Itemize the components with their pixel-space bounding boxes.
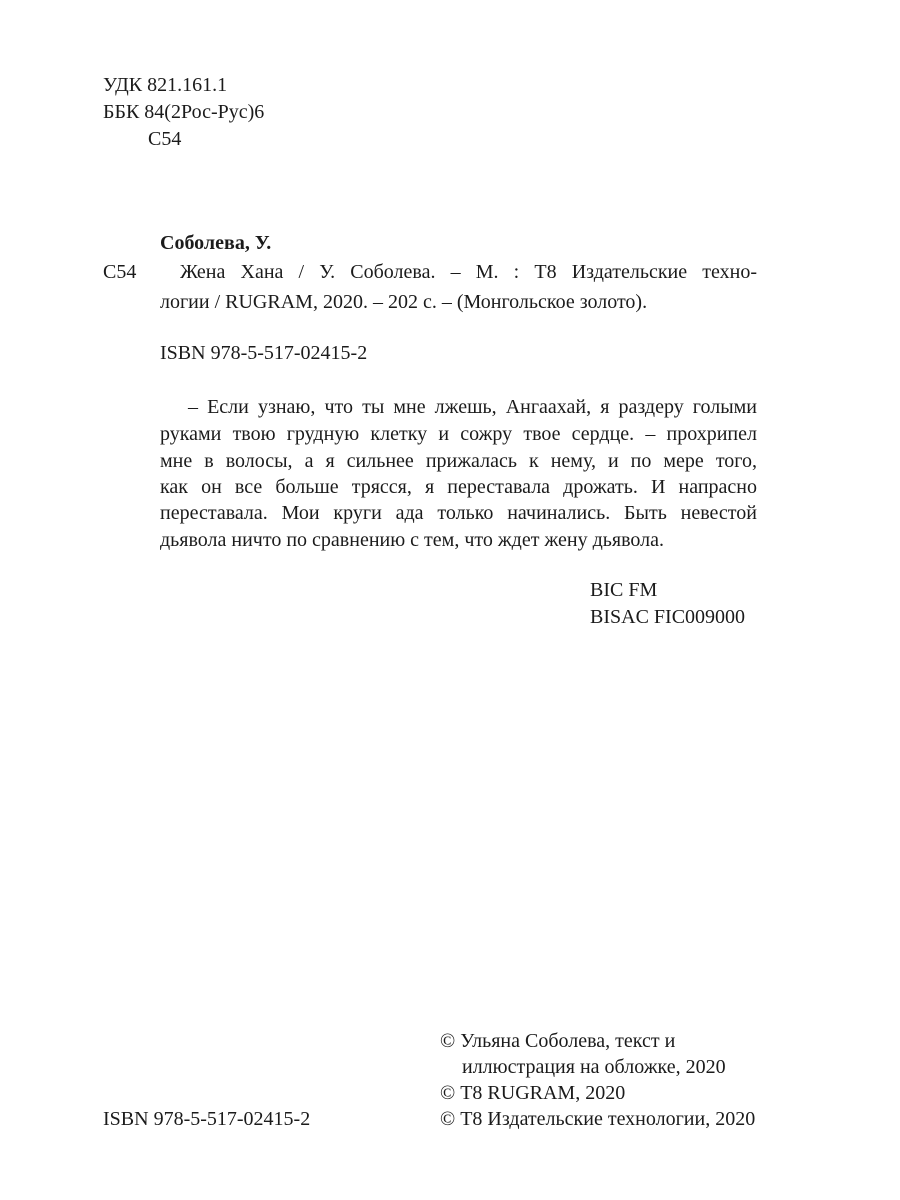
catalog-line-1: Жена Хана / У. Соболева. – М. : Т8 Издательские техно- [180, 261, 757, 283]
annotation-line: – Если узнаю, что ты мне лжешь, Ангаахай, я раздеру голыми [188, 396, 757, 418]
catalog-author-mark: С54 [103, 261, 137, 283]
annotation-line: руками твою грудную клетку и сожру твое сердце. – прохрипел [160, 423, 757, 445]
annotation-line: мне в волосы, а я сильнее прижалась к нему, и по мере того, [160, 450, 757, 472]
copyright-line: © Т8 RUGRAM, 2020 [440, 1082, 626, 1104]
bic-code: BIC FM [590, 579, 658, 601]
annotation-line: дьявола ничто по сравнению с тем, что ждет жену дьявола. [160, 529, 664, 551]
catalog-isbn: ISBN 978-5-517-02415-2 [160, 342, 368, 364]
catalog-author: Соболева, У. [160, 232, 272, 254]
udk-code: УДК 821.161.1 [103, 74, 228, 96]
annotation-line: переставала. Мои круги ада только начинались. Быть невестой [160, 502, 757, 524]
catalog-line-2: логии / RUGRAM, 2020. – 202 с. – (Монгольское золото). [160, 291, 648, 313]
bbk-code: ББК 84(2Рос-Рус)6 [103, 101, 265, 123]
copyright-line: иллюстрация на обложке, 2020 [462, 1056, 726, 1078]
copyright-line: © Ульяна Соболева, текст и [440, 1030, 676, 1052]
copyright-line: © Т8 Издательские технологии, 2020 [440, 1108, 756, 1130]
author-mark: С54 [148, 128, 182, 150]
annotation-line: как он все больше трясся, я переставала дрожать. И напрасно [160, 476, 757, 498]
footer-isbn: ISBN 978-5-517-02415-2 [103, 1108, 311, 1130]
bisac-code: BISAC FIC009000 [590, 606, 746, 628]
